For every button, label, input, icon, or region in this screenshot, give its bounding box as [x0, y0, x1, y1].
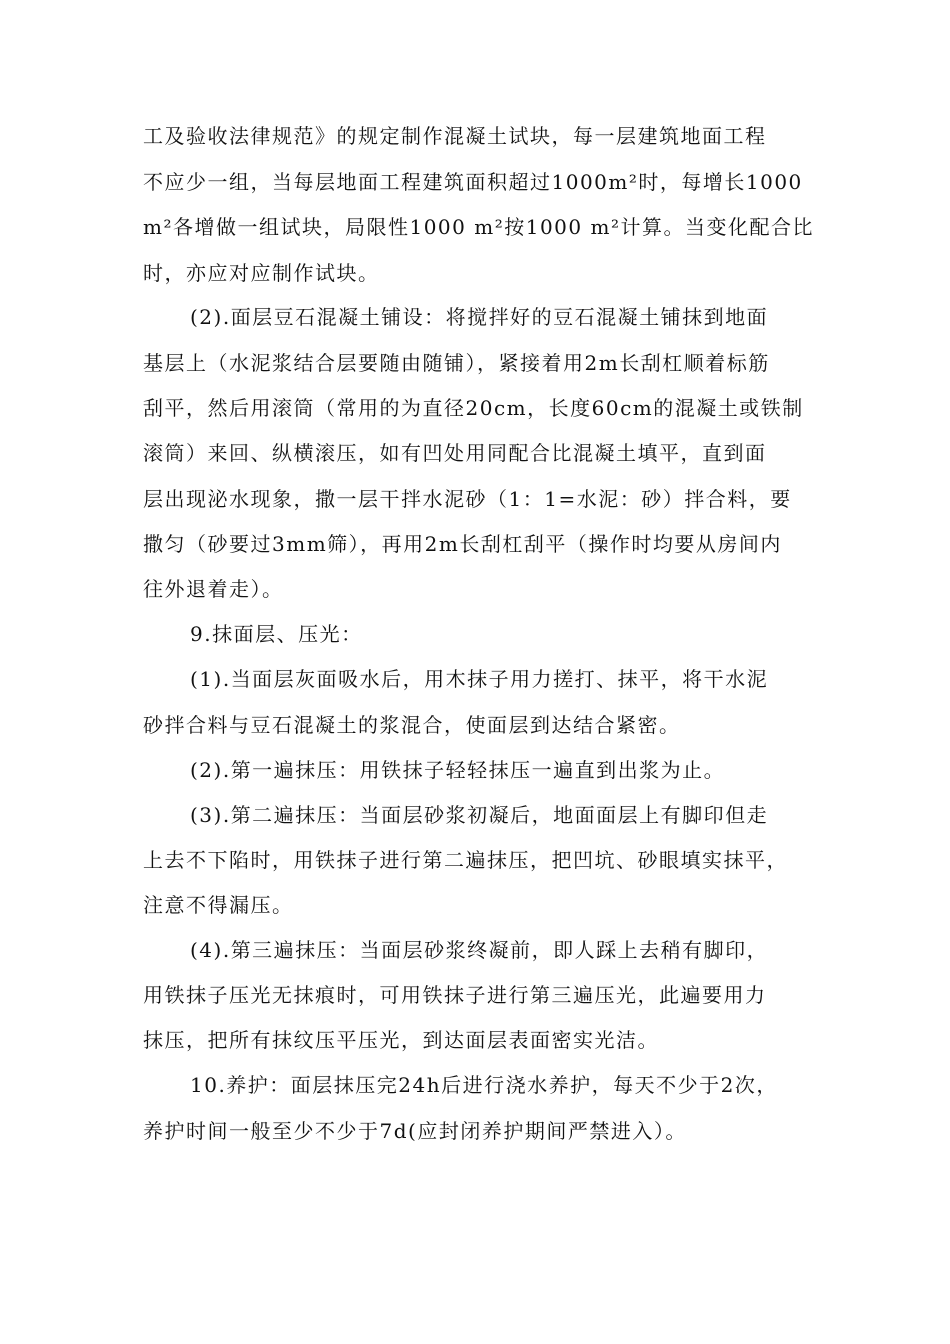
text-line: 滚筒）来回、纵横滚压，如有凹处用同配合比混凝土填平，直到面 — [143, 441, 767, 465]
text-line: 层出现泌水现象，撒一层干拌水泥砂（1：1=水泥：砂）拌合料，要 — [143, 487, 792, 511]
section-heading: 9.抹面层、压光： — [190, 622, 363, 646]
text-line: 撒匀（砂要过3mm筛），再用2m长刮杠刮平（操作时均要从房间内 — [143, 532, 782, 556]
text-line: 基层上（水泥浆结合层要随由随铺），紧接着用2m长刮杠顺着标筋 — [143, 351, 770, 375]
text-line: (2).第一遍抹压：用铁抹子轻轻抹压一遍直到出浆为止。 — [190, 758, 726, 782]
text-line: 不应少一组，当每层地面工程建筑面积超过1000m²时，每增长1000 — [143, 170, 803, 194]
text-line: 刮平，然后用滚筒（常用的为直径20cm，长度60cm的混凝土或铁制 — [143, 396, 804, 420]
text-line: 养护时间一般至少不少于7d(应封闭养护期间严禁进入）。 — [143, 1119, 687, 1143]
text-line: 时，亦应对应制作试块。 — [143, 261, 380, 285]
text-line: (3).第二遍抹压：当面层砂浆初凝后，地面面层上有脚印但走 — [190, 803, 769, 827]
text-line: (2).面层豆石混凝土铺设：将搅拌好的豆石混凝土铺抹到地面 — [190, 305, 769, 329]
text-line: 工及验收法律规范》的规定制作混凝土试块，每一层建筑地面工程 — [143, 124, 767, 148]
section-heading: 10.养护：面层抹压完24h后进行浇水养护，每天不少于2次， — [190, 1073, 778, 1097]
text-line: 砂拌合料与豆石混凝土的浆混合，使面层到达结合紧密。 — [143, 713, 681, 737]
text-line: m²各增做一组试块，局限性1000 m²按1000 m²计算。当变化配合比 — [143, 215, 814, 239]
text-line: 抹压，把所有抹纹压平压光，到达面层表面密实光洁。 — [143, 1028, 659, 1052]
text-line: 用铁抹子压光无抹痕时，可用铁抹子进行第三遍压光，此遍要用力 — [143, 983, 767, 1007]
text-line: 往外退着走）。 — [143, 577, 284, 601]
text-line: (1).当面层灰面吸水后，用木抹子用力搓打、抹平，将干水泥 — [190, 667, 769, 691]
text-line: 注意不得漏压。 — [143, 893, 294, 917]
text-line: (4).第三遍抹压：当面层砂浆终凝前，即人踩上去稍有脚印， — [190, 938, 769, 962]
text-line: 上去不下陷时，用铁抹子进行第二遍抹压，把凹坑、砂眼填实抹平， — [143, 848, 788, 872]
